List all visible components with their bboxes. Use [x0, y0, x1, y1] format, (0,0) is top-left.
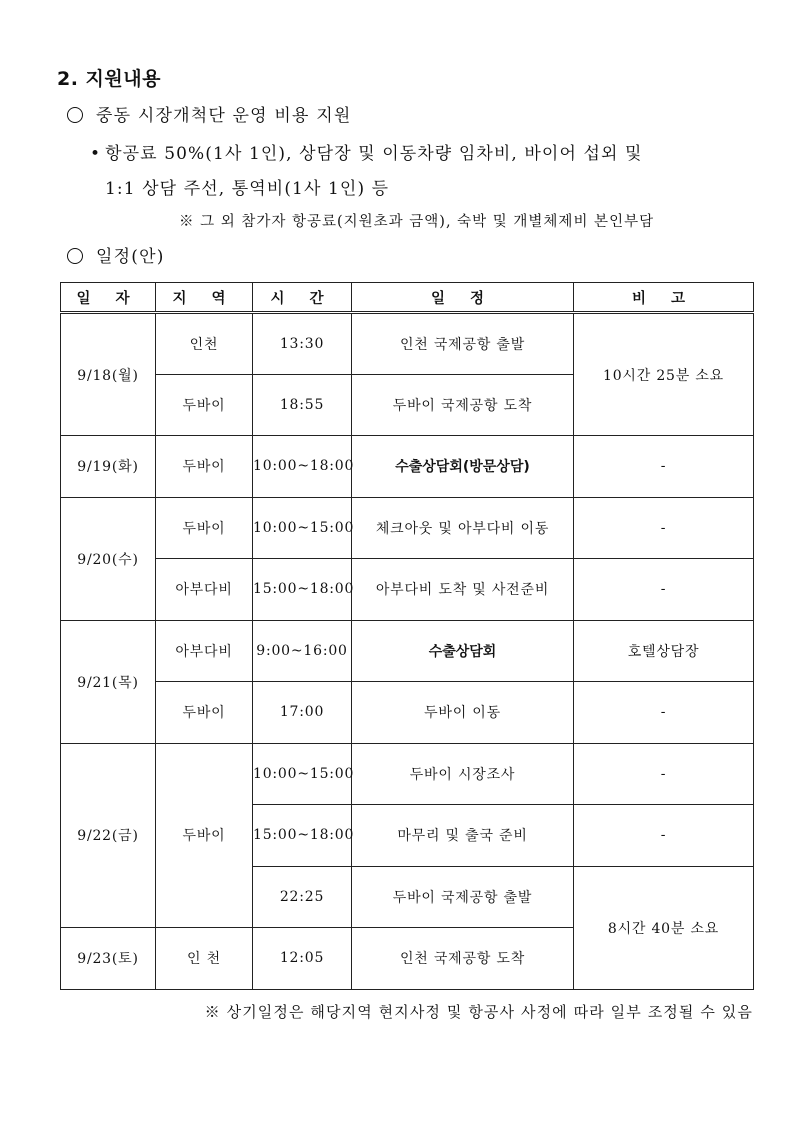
cell-remark: - — [574, 559, 754, 621]
header-region: 지 역 — [156, 283, 253, 313]
table-row — [61, 559, 754, 621]
cell-time: 10:00~18:00 — [253, 436, 352, 498]
item-heading-schedule — [67, 242, 165, 267]
schedule-table — [60, 282, 754, 990]
cell-schedule: 인천 국제공항 도착 — [352, 928, 574, 990]
table-row — [61, 436, 754, 498]
cell-remark: - — [574, 436, 754, 498]
cell-region: 아부다비 — [156, 559, 253, 621]
table-row — [61, 497, 754, 559]
section-title: 2. 지원내용 — [57, 68, 161, 90]
header-time: 시 간 — [253, 283, 352, 313]
cell-time: 17:00 — [253, 682, 352, 744]
cell-schedule: 수출상담회 — [352, 620, 574, 682]
cell-time: 10:00~15:00 — [253, 497, 352, 559]
cell-remark: 10시간 25분 소요 — [574, 313, 754, 436]
cell-remark: - — [574, 805, 754, 867]
cell-date: 9/21(목) — [61, 620, 156, 743]
table-row — [61, 313, 754, 375]
cell-time: 9:00~16:00 — [253, 620, 352, 682]
cell-schedule: 수출상담회(방문상담) — [352, 436, 574, 498]
circle-bullet-icon — [67, 107, 83, 123]
cell-time: 13:30 — [253, 313, 352, 375]
cell-remark: - — [574, 743, 754, 805]
cell-schedule: 두바이 국제공항 출발 — [352, 866, 574, 928]
cell-date: 9/23(토) — [61, 928, 156, 990]
cell-region: 두바이 — [156, 682, 253, 744]
support-note: ※ 그 외 참가자 항공료(지원초과 금액), 숙박 및 개별체제비 본인부담 — [179, 214, 655, 230]
item-heading-support — [67, 101, 352, 126]
cell-time: 12:05 — [253, 928, 352, 990]
cell-time: 18:55 — [253, 374, 352, 436]
support-detail-line-2: 1:1 상담 주선, 통역비(1사 1인) 등 — [105, 179, 390, 199]
cell-time: 22:25 — [253, 866, 352, 928]
cell-schedule: 두바이 국제공항 도착 — [352, 374, 574, 436]
table-row — [61, 743, 754, 805]
table-row — [61, 620, 754, 682]
cell-date: 9/20(수) — [61, 497, 156, 620]
cell-remark: - — [574, 682, 754, 744]
cell-remark: 8시간 40분 소요 — [574, 866, 754, 989]
header-schedule: 일 정 — [352, 283, 574, 313]
cell-schedule: 두바이 이동 — [352, 682, 574, 744]
cell-region: 두바이 — [156, 497, 253, 559]
cell-region: 두바이 — [156, 374, 253, 436]
cell-region: 두바이 — [156, 436, 253, 498]
cell-time: 15:00~18:00 — [253, 559, 352, 621]
item-heading-schedule-text: 일정(안) — [96, 247, 165, 267]
cell-date: 9/19(화) — [61, 436, 156, 498]
item-heading-support-text: 중동 시장개척단 운영 비용 지원 — [96, 106, 352, 126]
support-detail-line-1 — [90, 139, 643, 164]
cell-region: 아부다비 — [156, 620, 253, 682]
cell-region: 두바이 — [156, 743, 253, 928]
cell-region: 인천 — [156, 313, 253, 375]
cell-time: 10:00~15:00 — [253, 743, 352, 805]
cell-schedule: 두바이 시장조사 — [352, 743, 574, 805]
header-date: 일 자 — [61, 283, 156, 313]
cell-date: 9/22(금) — [61, 743, 156, 928]
header-remark: 비 고 — [574, 283, 754, 313]
cell-schedule: 체크아웃 및 아부다비 이동 — [352, 497, 574, 559]
footer-note: ※ 상기일정은 해당지역 현지사정 및 항공사 사정에 따라 일부 조정될 수 있음 — [204, 1003, 753, 1021]
cell-time: 15:00~18:00 — [253, 805, 352, 867]
cell-schedule: 인천 국제공항 출발 — [352, 313, 574, 375]
table-header-row — [61, 283, 754, 313]
table-row — [61, 682, 754, 744]
cell-region: 인 천 — [156, 928, 253, 990]
bullet-dot-icon: • — [90, 144, 102, 164]
support-detail-text-1: 항공료 50%(1사 1인), 상담장 및 이동차량 임차비, 바이어 섭외 및 — [105, 144, 643, 164]
cell-remark: 호텔상담장 — [574, 620, 754, 682]
cell-remark: - — [574, 497, 754, 559]
cell-schedule: 아부다비 도착 및 사전준비 — [352, 559, 574, 621]
circle-bullet-icon — [67, 248, 83, 264]
cell-date: 9/18(월) — [61, 313, 156, 436]
cell-schedule: 마무리 및 출국 준비 — [352, 805, 574, 867]
